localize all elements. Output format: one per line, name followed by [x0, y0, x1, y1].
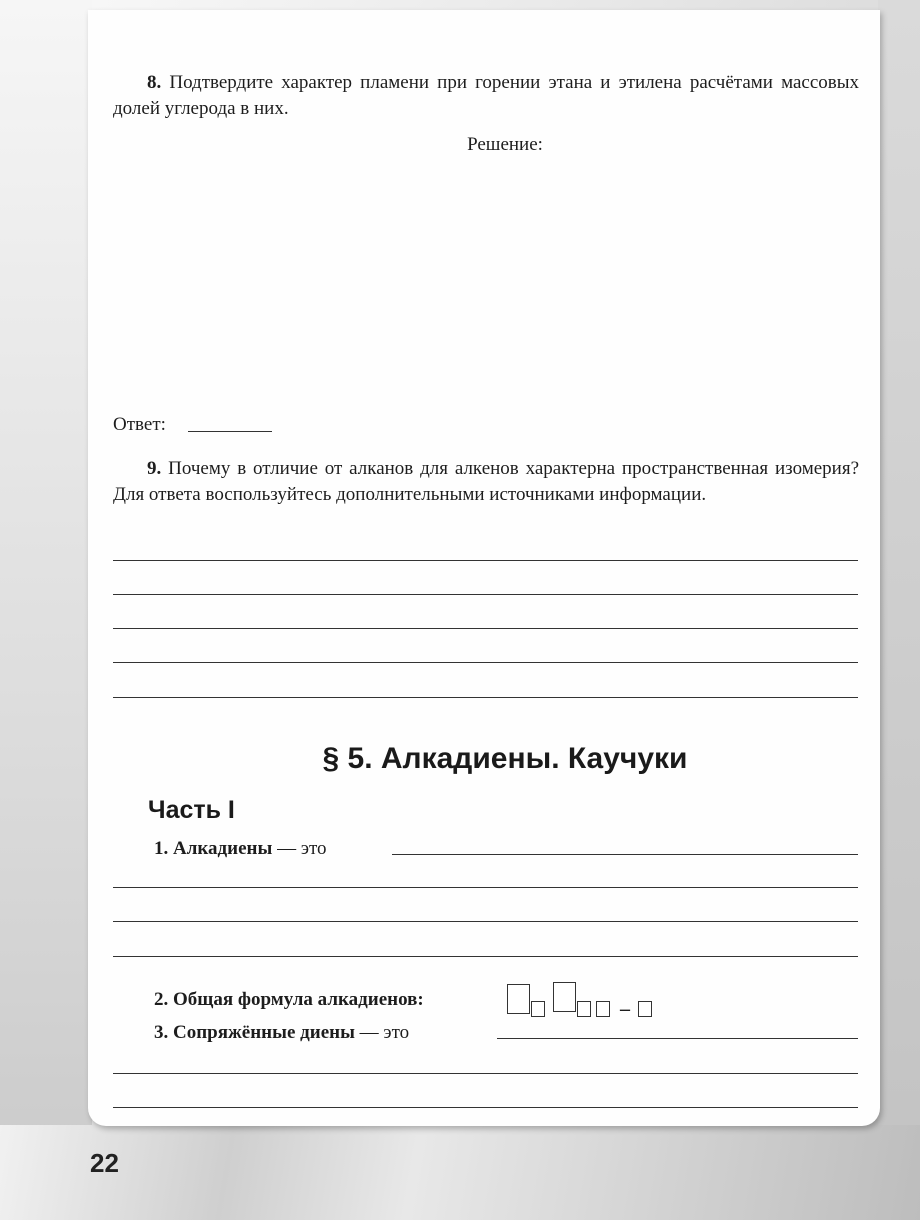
question-1-answer-line[interactable]: [113, 921, 858, 922]
question-1-answer-line[interactable]: [392, 854, 858, 855]
workbook-page: [88, 10, 880, 1126]
formula-element-box[interactable]: [507, 984, 530, 1014]
formula-index-box[interactable]: [596, 1001, 610, 1017]
question-1-suffix: это: [300, 838, 327, 859]
formula-index-box[interactable]: [577, 1001, 591, 1017]
page-number: 22: [90, 1148, 119, 1178]
formula-element-box[interactable]: [553, 982, 576, 1012]
background-bottom-band: [0, 1125, 920, 1220]
task-9-answer-line[interactable]: [113, 560, 858, 561]
task-8: [113, 70, 859, 122]
question-1-number: 1.: [154, 838, 169, 859]
answer-field[interactable]: [188, 431, 272, 432]
task-9-answer-line[interactable]: [113, 628, 858, 629]
question-3-suffix: это: [383, 1022, 410, 1043]
question-2-term: Общая формула алкадиенов:: [173, 989, 424, 1010]
background-right-edge: [878, 0, 920, 1220]
question-1-term: Алкадиены: [173, 838, 273, 859]
question-3-term: Сопряжённые диены: [173, 1022, 355, 1043]
task-9-number: 9.: [147, 458, 162, 479]
question-3: [154, 1020, 409, 1046]
section-title: § 5. Алкадиены. Каучуки: [322, 742, 688, 775]
task-8-text: Подтвердите характер пламени при горении этана и этилена расчётами массовых долей углерода в них.: [113, 72, 859, 119]
question-3-dash: —: [354, 1022, 384, 1043]
task-9-answer-line[interactable]: [113, 594, 858, 595]
question-1-answer-line[interactable]: [113, 887, 858, 888]
background-left-edge: [0, 0, 92, 1220]
question-3-answer-line[interactable]: [497, 1038, 858, 1039]
answer-label: Ответ:: [113, 414, 166, 435]
question-3-number: 3.: [154, 1022, 169, 1043]
part-title: Часть I: [148, 796, 235, 824]
task-9-answer-line[interactable]: [113, 662, 858, 663]
task-8-number: 8.: [147, 72, 162, 93]
question-3-answer-line[interactable]: [113, 1107, 858, 1108]
question-1-dash: —: [272, 838, 301, 859]
question-2: [154, 987, 424, 1013]
question-1: [154, 836, 327, 862]
question-3-answer-line[interactable]: [113, 1073, 858, 1074]
task-9: [113, 456, 859, 508]
question-2-number: 2.: [154, 989, 169, 1010]
question-1-answer-line[interactable]: [113, 956, 858, 957]
formula-index-box[interactable]: [531, 1001, 545, 1017]
formula-minus: –: [620, 998, 630, 1020]
task-9-text: Почему в отличие от алканов для алкенов характерна пространственная изомерия? Для ответа воспользуйтесь дополнительными источниками информации.: [113, 458, 859, 505]
solution-label: Решение:: [467, 134, 543, 155]
formula-index-box[interactable]: [638, 1001, 652, 1017]
task-9-answer-line[interactable]: [113, 697, 858, 698]
